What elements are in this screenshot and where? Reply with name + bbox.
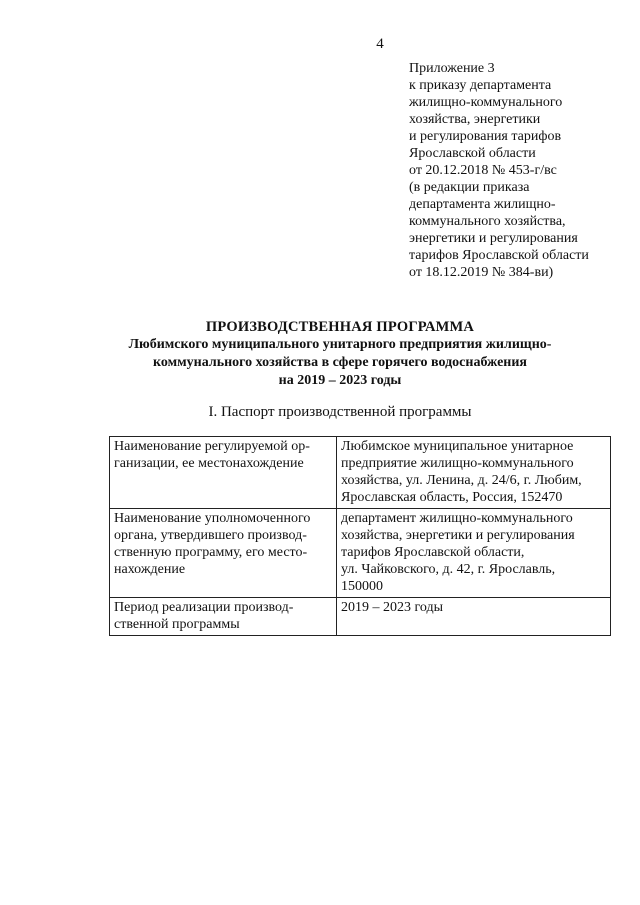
annex-line: Ярославской области <box>409 146 536 161</box>
cell-text: нахождение <box>114 562 186 577</box>
cell-text: органа, утвердившего производ- <box>114 528 307 543</box>
table-cell-value <box>337 437 611 509</box>
annex-line: и регулирования тарифов <box>409 129 562 144</box>
cell-text: 2019 – 2023 годы <box>341 600 444 615</box>
table-cell-key <box>110 598 337 636</box>
cell-text: предприятие жилищно-коммунального <box>341 456 574 471</box>
annex-line: от 18.12.2019 № 384-ви) <box>409 265 554 280</box>
table-row <box>110 437 611 509</box>
annex-line: от 20.12.2018 № 453-г/вс <box>409 163 557 178</box>
table-row <box>110 598 611 636</box>
table-cell-value <box>337 509 611 598</box>
title-line: ПРОИЗВОДСТВЕННАЯ ПРОГРАММА <box>205 319 475 335</box>
cell-text: департамент жилищно-коммунального <box>341 511 573 526</box>
annex-line: коммунального хозяйства, <box>409 214 566 229</box>
cell-text: тарифов Ярославской области, <box>341 545 525 560</box>
section-heading: I. Паспорт производственной программы <box>208 404 472 420</box>
table-cell-key <box>110 437 337 509</box>
cell-text: хозяйства, энергетики и регулирования <box>341 528 575 543</box>
title-line: коммунального хозяйства в сфере горячего водоснабжения <box>152 355 528 370</box>
title-line: на 2019 – 2023 годы <box>278 373 402 388</box>
title-line: Любимского муниципального унитарного предприятия жилищно- <box>128 337 552 352</box>
annex-block <box>409 60 637 281</box>
annex-line: департамента жилищно- <box>409 197 556 212</box>
table-cell-key <box>110 509 337 598</box>
annex-line: жилищно-коммунального <box>409 95 563 110</box>
cell-text: ганизации, ее местонахождение <box>114 456 304 471</box>
program-title <box>80 318 600 390</box>
table-cell-value <box>337 598 611 636</box>
annex-line: Приложение 3 <box>409 61 495 76</box>
page-number: 4 <box>376 36 384 52</box>
passport-table <box>109 436 611 636</box>
table-row <box>110 509 611 598</box>
cell-text: 150000 <box>341 579 383 594</box>
cell-text: ул. Чайковского, д. 42, г. Ярославль, <box>341 562 556 577</box>
cell-text: Период реализации производ- <box>114 600 294 615</box>
cell-text: Любимское муниципальное унитарное <box>341 439 574 454</box>
annex-line: (в редакции приказа <box>409 180 530 195</box>
cell-text: Наименование уполномоченного <box>114 511 311 526</box>
cell-text: Ярославская область, Россия, 152470 <box>341 490 563 505</box>
annex-line: тарифов Ярославской области <box>409 248 589 263</box>
annex-line: энергетики и регулирования <box>409 231 578 246</box>
cell-text: хозяйства, ул. Ленина, д. 24/6, г. Любим, <box>341 473 582 488</box>
cell-text: Наименование регулируемой ор- <box>114 439 310 454</box>
annex-line: хозяйства, энергетики <box>409 112 541 127</box>
annex-line: к приказу департамента <box>409 78 552 93</box>
cell-text: ственную программу, его место- <box>114 545 308 560</box>
cell-text: ственной программы <box>114 617 240 632</box>
